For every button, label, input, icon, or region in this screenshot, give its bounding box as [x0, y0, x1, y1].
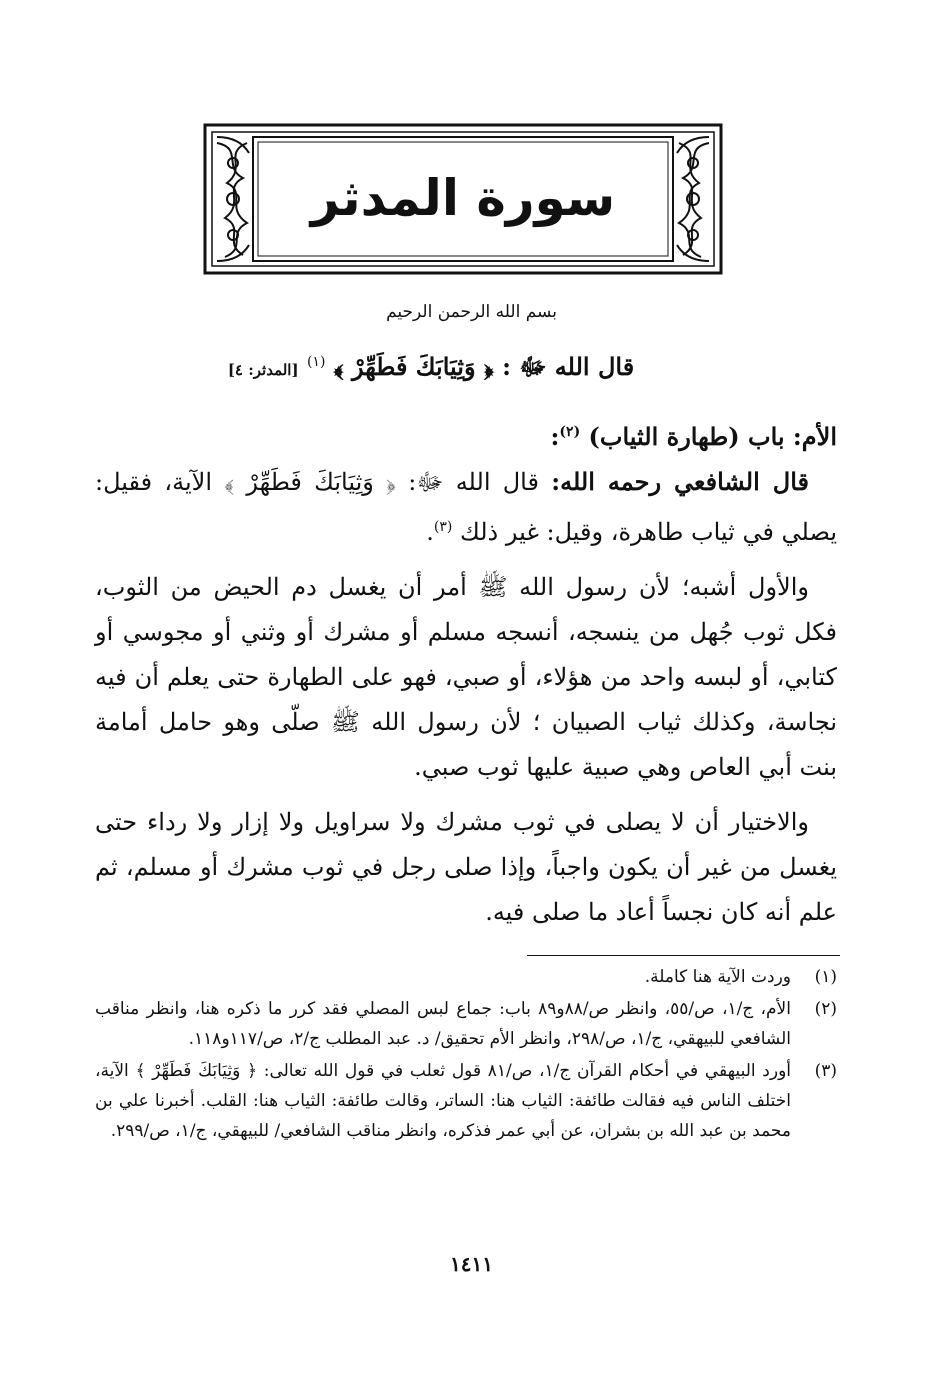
paragraph-2: والأول أشبه؛ لأن رسول الله ﷺ أمر أن يغسل دم الحيض من الثوب، فكل ثوب جُهل من ينسجه، أنسجه مسلم أو مشرك أو وثني أو مجوسي أو كتابي، أو لبسه واحد من هؤلاء، أو صبي، فهو على الطهارة حتى يعلم أن فيه نجاسة، وكذلك ثياب الصبيان ؛ لأن رسول الله ﷺ صلّى وهو حامل أمامة بنت أبي العاص وهي صبية عليها ثوب صبي. [95, 573, 837, 781]
surah-title: سورة المدثر [310, 169, 616, 227]
paragraph-end: . [426, 518, 434, 546]
paragraph-3: والاختيار أن لا يصلى في ثوب مشرك ولا سراويل ولا إزار ولا رداء حتى يغسل من غير أن يكون واجباً، وإذا صلى رجل في ثوب مشرك أو مسلم، ثم علم أنه كان نجساً أعاد ما صلى فيه. [95, 808, 837, 926]
footnote-number: (٢) [814, 999, 837, 1019]
paragraph-1 [95, 459, 837, 555]
footnote-number: (٣) [814, 1061, 837, 1081]
verse-heading [171, 352, 691, 387]
footnote-text: أورد البيهقي في أحكام القرآن ج/١، ص/٨١ قول ثعلب في قول الله تعالى: ﴿ وَثِيَابَكَ فَطَهِّرْ ﴾ الآية، اختلف الناس فيه فقالت طائفة: الثياب هنا: الساتر، وقالت طائفة: الثياب هنا: القلب. أخبرنا علي بن محمد بن عبد الله بن بشران، عن أبي عمر فذكره، وانظر مناقب الشافعي/ للبيهقي، ج/١، ص/٢٩٩. [95, 1061, 792, 1141]
chapter-title: الأم: باب (طهارة الثياب) [588, 422, 837, 451]
footnote-text: وردت الآية هنا كاملة. [644, 967, 791, 987]
footnote-ref: (١) [306, 354, 326, 370]
verse-intro: قال الله ﷻ : [502, 352, 635, 381]
main-text [95, 410, 837, 935]
basmala: بسم الله الرحمن الرحيم [386, 302, 557, 322]
footnote-number: (١) [814, 967, 837, 987]
paragraph-lead: قال الشافعي رحمه الله: [551, 467, 809, 496]
chapter-heading [95, 410, 837, 459]
verse-text: ﴿ وَثِيَابَكَ فَطَهِّرْ ﴾ [333, 352, 494, 381]
footnote-ref: (٢) [559, 424, 581, 440]
paragraph-text: قال الله ﷻ: ﴿ وَثِيَابَكَ فَطَهِّرْ ﴾ الآية، فقيل: يصلي في ثياب طاهرة، وقيل: غير ذلك [95, 468, 837, 546]
footnotes [95, 960, 837, 1146]
chapter-suffix: : [550, 422, 560, 451]
footnote-item [95, 962, 837, 992]
page-number: ١٤١١ [450, 1252, 493, 1276]
footnote-divider [527, 955, 840, 956]
footnote-item [95, 1056, 837, 1146]
footnote-ref: (٣) [433, 519, 453, 535]
footnote-item [95, 994, 837, 1054]
footnote-text: الأم، ج/١، ص/٥٥، وانظر ص/٨٨و٨٩ باب: جماع لبس المصلي فقد كرر ما ذكره هنا، وانظر مناقب الشافعي للبيهقي، ج/١، ص/٢٩٨، وانظر الأم تحقيق/ د. عبد المطلب ج/٢، ص/١١٧و١١٨. [95, 999, 791, 1049]
verse-citation: [المدثر: ٤] [227, 361, 299, 379]
